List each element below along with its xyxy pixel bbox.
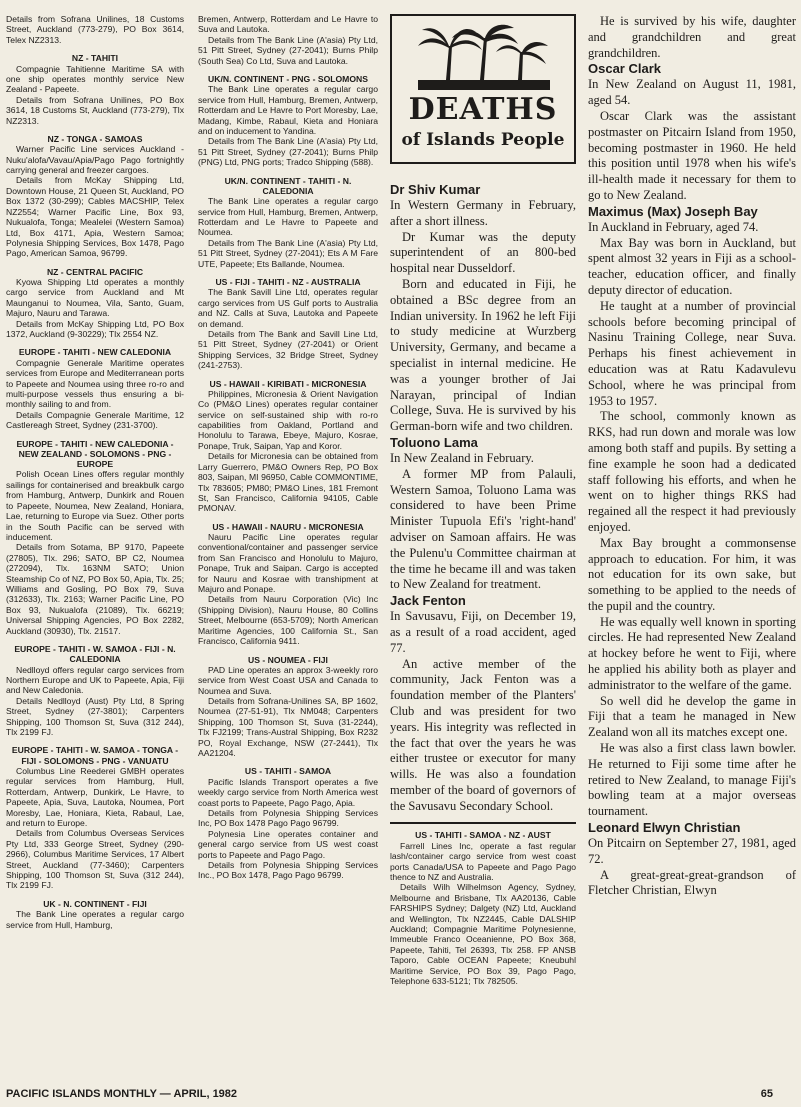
shipping-paragraph: Details from Polynesia Shipping Services Inc, PO Box 1478 Pago Pago 96799.	[198, 807, 378, 829]
shipping-heading: EUROPE - TAHITI - NEW CALEDONIA	[18, 347, 172, 358]
shipping-paragraph: Details Nedlloyd (Aust) Pty Ltd, 8 Spring Street, Sydney (27-3801); Carpenters Shipping, 100 Thomson St, Suva (312 244), Tlx 2199 FJ.	[6, 695, 184, 738]
shipping-paragraph: Details Wilh Wilhelmson Agency, Sydney, Melbourne and Brisbane, Tlx AA20136, Cable FARSHIPS Sydney; Dalgety (NZ) Ltd, Auckland and Wellington, Tlx NZ2445, Cable DALSHIP Auckland; Compagnie Maritime Polynesienne, Immeuble Franco Oceanienne, PO Box 368, Papeete, Tahiti, Tel 26393, Tlx 258. FP ANSB Taporo, Cable OCEAN Papeete; Kneubuhl Maritime Service, PO Box 39, Pago Pago, Telephone 633-5121; Tlx 782505.	[390, 882, 576, 987]
shipping-paragraph: Warner Pacific Line services Auckland - Nuku'alofa/Vavau/Apia/Pago Pago fortnightly carrying general and freezer cargoes.	[6, 144, 184, 176]
obituary-name: Dr Shiv Kumar	[390, 182, 481, 197]
obituary	[390, 182, 576, 435]
obituary-name: Leonard Elwyn Christian	[588, 820, 741, 836]
shipping-paragraph: Bremen, Antwerp, Rotterdam and Le Havre to Suva and Lautoka.	[198, 14, 378, 35]
shipping-section	[6, 126, 184, 259]
shipping-heading: UK - N. CONTINENT - FIJI	[43, 898, 147, 909]
shipping-paragraph: Details from McKay Shipping Ltd, Downtown House, 21 Queen St, Auckland, PO Box 1372 (30-299); Cables MACSHIP, Telex NZ2554; Warner Pacific Line, Box 93, Nukualofa, Tonga; Mealelei (Western Samoa) Ltd, Box 4171, Apia, Western Samoa; Polynesia Shipping Services, Box 1478, Pago Pago, American Samoa, 96799.	[6, 175, 184, 259]
shipping-paragraph: Polynesia Line operates container and general cargo service from US west coast ports to Papeete and Pago Pago.	[198, 828, 378, 860]
section-gap	[6, 636, 184, 644]
shipping-paragraph: The Bank Line operates a regular cargo service from Hull, Hamburg, Bremen, Antwerp, Rotterdam and Le Havre to Papeete and Noumea.	[198, 196, 378, 238]
shipping-section	[6, 891, 184, 930]
shipping-paragraph: Kyowa Shipping Ltd operates a monthly cargo service from Auckland and Mt Maunganui to Noumea, Vila, Santo, Guam, Majuro, Nauru and Tarawa.	[6, 277, 184, 319]
shipping-paragraph: The Bank Savill Line Ltd, operates regular cargo services from US Gulf ports to Australia and NZ. Calls at Suva, Lautoka and Papeete on demand.	[198, 287, 378, 329]
obituary-paragraph: An active member of the community, Jack Fenton was a foundation member of the Planters' Club and was president for two years. His integrity was reflected in the fact that over the years he was either trustee or executor for many wills. He was also a foundation member of the board of governors of the Savusavu Secondary School.	[390, 656, 576, 813]
shipping-heading: US - TAHITI - SAMOA - NZ - AUST	[415, 830, 551, 841]
obituary-paragraph: Oscar Clark was the assistant postmaster on Pitcairn Island from 1950, becoming postmaster in 1960. He held this position until 1978 when his wife's ill-health made it necessary for them to go to New Zealand.	[588, 108, 796, 202]
shipping-section	[6, 636, 184, 737]
shipping-heading: US - NOUMEA - FIJI	[248, 654, 328, 665]
shipping-paragraph: Details from Sofrana Unilines, 18 Customs Street, Auckland (773-279), PO Box 3614, Telex NZ2313.	[6, 14, 184, 45]
obituary-name: Maximus (Max) Joseph Bay	[588, 203, 758, 219]
shipping-heading: UK/N. CONTINENT - TAHITI - N. CALEDONIA	[224, 175, 352, 196]
section-gap	[198, 168, 378, 176]
shipping-section	[198, 758, 378, 880]
shipping-paragraph: Compagnie Tahitienne Maritime SA with one ship operates monthly service New Zealand - Papeete.	[6, 63, 184, 95]
shipping-paragraph: The Bank Line operates a regular cargo service from Hull, Hamburg, Bremen, Antwerp, Rotterdam and Le Havre to Port Moresby, Lae, Madang, Kimbe, Rabaul, Kieta and Honiara and on inducement to Yandina.	[198, 84, 378, 136]
obituary-paragraph: Max Bay brought a commonsense approach to education. For him, it was not education for its own sake, but something to be applied to the needs of the pupil and the country.	[588, 535, 796, 613]
shipping-heading: US - HAWAII - NAURU - MICRONESIA	[212, 521, 364, 532]
shipping-paragraph: Pacific Islands Transport operates a five weekly cargo service from North America west coast ports to Papeete, Pago Pago, Apia.	[198, 776, 378, 808]
section-gap	[198, 514, 378, 522]
obituary-paragraph: He was also a first class lawn bowler. He returned to Fiji some time after he retired to New Zealand, to manage Fiji's bowling team at a major overseas tournament.	[588, 741, 796, 819]
shipping-paragraph: Details from The Bank and Savill Line Ltd, 51 Pitt Street, Sydney (27-2041) or Orient Shipping Services, 32 Bridge Street, Sydney (241-2753).	[198, 328, 378, 371]
obituary-paragraph: He taught at a number of provincial schools before becoming principal of Nasinu Training College, near Suva. Perhaps his finest achievement in education was at Ratu Kadavulevu School, where he was principal from 1953 to 1957.	[588, 298, 796, 408]
section-gap	[6, 45, 184, 53]
obituary-paragraph: In New Zealand in February.	[390, 450, 534, 465]
deaths-logo	[390, 14, 576, 164]
shipping-paragraph: Details from Nauru Corporation (Vic) Inc (Shipping Division), Nauru House, 80 Collins Street, Melbourne (653-5709); North American Maritime Agencies, 100 California St., San Francisco, California 9411.	[198, 594, 378, 647]
shipping-paragraph: Details from The Bank Line (A'asia) Pty Ltd, 51 Pitt Street, Sydney (27-2041); Burns Philp (PNG) Ltd, PNG ports; Tradco Shipping (588).	[198, 136, 378, 168]
obituary	[390, 435, 576, 593]
obituary-name: Toluono Lama	[390, 434, 478, 450]
shipping-paragraph: Details from The Bank Line (A'asia) Pty Ltd, 51 Pitt Street, Sydney (27-2041); Ets A M Fare UTE, Papeete; Ets Ballande, Noumea.	[198, 237, 378, 269]
shipping-column-1	[6, 14, 184, 930]
shipping-paragraph: Details from Sotama, BP 9170, Papeete (27805), Tlx. 296; SATO, BP C2, Noumea (272094), Tlx. 163NM SATO; Union Steamship Co of NZ, PO Box 50, Apia, Tlx. 25; Williams and Gosling, PO Box 79, Suva (312633), Tlx. 2163; Warner Pacific Line, PO Box 93, Nukualofa (21089), Tlx. 66219; Universal Shipping Agencies, PO Box 2282, Auckland (30930), Tlx. 21517.	[6, 542, 184, 636]
section-divider	[390, 822, 576, 824]
obituaries-column-2	[588, 14, 796, 899]
obituary-paragraph: In Auckland in February, aged 74.	[588, 219, 759, 234]
shipping-paragraph: Details from McKay Shipping Ltd, PO Box 1372, Auckland (9-30229); Tlx 2554 NZ.	[6, 318, 184, 340]
shipping-section	[6, 45, 184, 126]
section-gap	[6, 891, 184, 899]
section-gap	[6, 431, 184, 439]
shipping-paragraph: Details from Sofrana Unilines, PO Box 3614, 18 Customs St, Auckland (773-279), Tlx NZ2313.	[6, 94, 184, 126]
obituary-list-1	[390, 182, 576, 814]
deaths-title: DEATHS	[408, 92, 558, 127]
shipping-section	[6, 339, 184, 430]
shipping-section	[198, 168, 378, 269]
section-gap	[198, 269, 378, 277]
shipping-section	[198, 269, 378, 371]
obituary-paragraph: The school, commonly known as RKS, had run down and morale was low among both staff and pupils. By setting a fine example he soon had a dedicated staff following his efforts, and when he went on to higher things RKS had regained all the respect it had previously enjoyed.	[588, 409, 796, 534]
shipping-paragraph: Nedlloyd offers regular cargo services from Northern Europe and UK to Papeete, Apia, Fiji and New Caledonia.	[6, 664, 184, 696]
obituary	[588, 61, 796, 203]
obituary	[588, 14, 796, 61]
obituary-paragraph: In Savusavu, Fiji, on December 19, as a result of a road accident, aged 77.	[390, 609, 576, 655]
section-gap	[198, 758, 378, 766]
shipping-section	[6, 737, 184, 890]
shipping-section	[6, 14, 184, 45]
section-gap	[198, 647, 378, 655]
obituary-paragraph: Dr Kumar was the deputy superintendent of an 800-bed hospital near Dusseldorf.	[390, 229, 576, 276]
palm-trees-icon	[418, 24, 550, 90]
obituary-paragraph: He was equally well known in sporting circles. He had represented New Zealand at hockey before he went to Fiji, where he applied his ability both as player and administrator to the welfare of the game.	[588, 614, 796, 692]
shipping-heading: EUROPE - TAHITI - W. SAMOA - FIJI - N. CALEDONIA	[14, 643, 176, 665]
obituary-name: Oscar Clark	[588, 61, 661, 77]
shipping-section	[198, 14, 378, 66]
shipping-paragraph: Philippines, Micronesia & Orient Navigation Co (PM&O Lines) operates regular container service on self-sustained ship with ro-ro capabilities from Oakland, Portland and Honolulu to Tarawa, Ebeye, Majuro, Kosrae, Ponape, Truk, Saipan, Yap and Koror.	[198, 388, 378, 451]
shipping-heading: US - FIJI - TAHITI - NZ - AUSTRALIA	[215, 277, 361, 288]
shipping-section	[198, 66, 378, 168]
shipping-heading: NZ - TAHITI	[71, 53, 119, 64]
shipping-heading: EUROPE - TAHITI - W. SAMOA - TONGA - FIJI - SOLOMONS - PNG - VANUATU	[11, 745, 179, 766]
shipping-heading: US - HAWAII - KIRIBATI - MICRONESIA	[209, 378, 367, 389]
section-gap	[6, 737, 184, 745]
obituaries-column-1	[390, 14, 576, 986]
obituary-paragraph: In New Zealand on August 11, 1981, aged 54.	[588, 77, 796, 108]
obituary	[390, 593, 576, 814]
shipping-section	[198, 371, 378, 514]
section-gap	[198, 66, 378, 74]
shipping-paragraph: PAD Line operates an approx 3-weekly roro service from West Coast USA and Canada to Noumea and Suva.	[198, 664, 378, 696]
shipping-paragraph: The Bank Line operates a regular cargo service from Hull, Hamburg,	[6, 909, 184, 930]
shipping-paragraph: Details from Columbus Overseas Services Pty Ltd, 333 George Street, Sydney (290-2966), Columbus Maritime Services, 17 Albert Street, Auckland (77-3460); Carpenters Shipping, 100 Thomson St, Suva (312 244), Tlx 2199 FJ.	[6, 828, 184, 891]
page-number: 65	[760, 1088, 773, 1100]
shipping-paragraph: Details from Sofrana-Unilines SA, BP 1602, Noumea (27-51-91), Tlx NM048; Carpenters Shipping, 100 Thomson St, Suva (31-2244), Tlx FJ2199; Trans-Austral Shipping, Box R232 PO, Royal Exchange, NSW (27-2441), Tlx AA21204.	[198, 696, 378, 759]
shipping-heading: UK/N. CONTINENT - PNG - SOLOMONS	[208, 74, 368, 85]
shipping-heading: NZ - CENTRAL PACIFIC	[46, 266, 144, 277]
section-gap	[198, 371, 378, 379]
shipping-paragraph: Farrell Lines Inc, operate a fast regular lash/container cargo service from west coast ports Canada/USA to Papeete and Pago Pago thence to NZ and Australia.	[390, 840, 576, 882]
shipping-heading: EUROPE - TAHITI - NEW CALEDONIA - NEW ZEALAND - SOLOMONS - PNG - EUROPE	[16, 438, 174, 470]
shipping-section	[6, 431, 184, 636]
obituary-paragraph: A former MP from Palauli, Western Samoa, Toluono Lama was considered to have been Prime Minister Tupuola Efi's 'right-hand' adviser on Samoan affairs. He was the Pulenu'u Committee chairman at the time he became ill and was taken to New Zealand for treatment.	[390, 466, 576, 592]
shipping-section	[198, 647, 378, 759]
publication-footer: PACIFIC ISLANDS MONTHLY — APRIL, 1982	[6, 1088, 238, 1100]
shipping-paragraph: Details Compagnie Generale Maritime, 12 Castlereagh Street, Sydney (231-3700).	[6, 409, 184, 431]
obituary-paragraph: Max Bay was born in Auckland, but spent almost 32 years in Fiji as a school-teacher, education officer, and finally deputy director of education.	[588, 235, 796, 297]
obituary	[588, 204, 796, 820]
obituary-paragraph: A great-great-great-grandson of Fletcher Christian, Elwyn	[588, 867, 796, 898]
shipping-column-2	[198, 14, 378, 881]
shipping-paragraph: Polish Ocean Lines offers regular monthly sailings for containerised and breakbulk cargo from Hamburg, Antwerp, Dunkirk and Rouen to Papeete, Noumea, New Zealand, Honiara, Lae, returning to Europe via Suez. Other ports in the South Pacific can be served with inducement.	[6, 469, 184, 542]
deaths-subtitle: of Islands People	[401, 130, 565, 150]
shipping-section-farrell	[390, 830, 576, 986]
obituary-paragraph: So well did he develop the game in Fiji that a team he managed in New Zealand won all its matches except one.	[588, 693, 796, 740]
shipping-section	[198, 514, 378, 647]
obituary-paragraph: On Pitcairn on September 27, 1981, aged 72.	[588, 836, 796, 866]
obituary-paragraph: In Western Germany in February, after a short illness.	[390, 198, 576, 228]
shipping-section	[6, 259, 184, 340]
section-gap	[6, 339, 184, 347]
obituary-paragraph: He is survived by his wife, daughter and grandchildren and great grandchildren.	[588, 14, 796, 60]
obituary-name: Jack Fenton	[390, 593, 466, 609]
shipping-paragraph: Details from Polynesia Shipping Services Inc., PO Box 1478, Pago Pago 96799.	[198, 860, 378, 881]
section-gap	[6, 126, 184, 134]
shipping-paragraph: Details from The Bank Line (A'asia) Pty Ltd, 51 Pitt Street, Sydney (27-2041); Burns Philp (South Sea) Co Ltd, Suva and Lautoka.	[198, 34, 378, 66]
shipping-paragraph: Details for Micronesia can be obtained from Larry Guerrero, PM&O Owners Rep, PO Box 803, Saipan, MI 96950, Cable COMMONTIME, Tlx 783605; PM80; PM&O Lines, 181 Fremont St, San Francisco, California 94105, Cable PMONAV.	[198, 451, 378, 514]
obituary-paragraph: Born and educated in Fiji, he obtained a BSc degree from an Indian university. In 1962 he left Fiji to study medicine at Wurzberg University, Germany, and became a specialist in internal medicine. He was a younger brother of Jai Narayan, principal of Indian College, Suva. He is survived by his German-born wife and two children.	[390, 276, 576, 434]
shipping-paragraph: Columbus Line Reederei GMBH operates regular services from Hamburg, Hull, Rotterdam, Antwerp, Dunkirk, Le Havre, to Papeete, Apia, Suva, Lautoka, Noumea, Port Moresby, Lae, Honiara, Kieta, Rabaul, Lae, and return to Europe.	[6, 766, 184, 829]
shipping-heading: NZ - TONGA - SAMOAS	[47, 133, 143, 144]
obituary	[588, 820, 796, 899]
shipping-heading: US - TAHITI - SAMOA	[244, 766, 332, 777]
shipping-paragraph: Compagnie Generale Maritime operates services from Europe and Mediterranean ports to Papeete and Noumea using three ro-ro and multi-purpose vessels thus ensuring a bi-monthly sailing to and from.	[6, 357, 184, 410]
section-gap	[6, 259, 184, 267]
shipping-paragraph: Nauru Pacific Line operates regular conventional/container and passenger service from San Francisco and Honolulu to Majuro, Ponape, Truk and Saipan. Cargo is accepted for Nauru and Kosrae with transhipment at Majuro and Ponape.	[198, 532, 378, 595]
